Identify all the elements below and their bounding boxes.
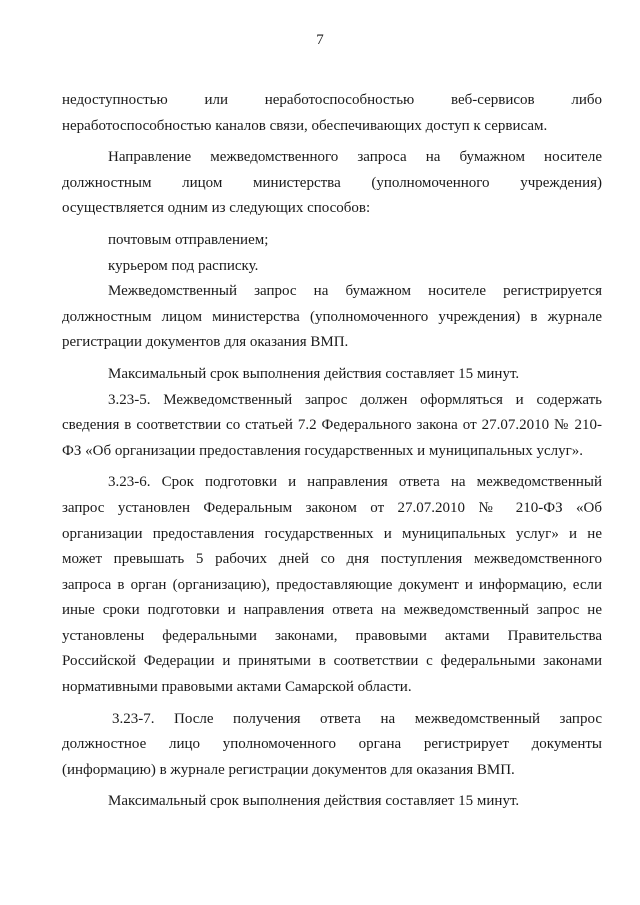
text-line: 3.23-5. Межведомственный запрос должен оформляться и содержать xyxy=(108,391,602,408)
text-line: Максимальный срок выполнения действия составляет 15 минут. xyxy=(108,365,520,382)
text-line: Российской Федерации и принятыми в соответствии с федеральными законами xyxy=(62,653,602,670)
text-line: 3.23-6. Срок подготовки и направления ответа на межведомственный xyxy=(108,474,602,491)
list-item: курьером под расписку. xyxy=(108,257,259,274)
text-line: запрос установлен Федеральным законом от 27.07.2010 № 210-ФЗ «Об xyxy=(62,499,602,516)
text-line: может превышать 5 рабочих дней со дня поступления межведомственного xyxy=(62,551,602,568)
text-line: ФЗ «Об организации предоставления государственных и муниципальных услуг». xyxy=(62,442,584,459)
text-line: запроса в орган (организацию), предоставляющие документ и информацию, если xyxy=(62,576,602,593)
text-line: сведения в соответствии со статьей 7.2 Федерального закона от 27.07.2010 № 210- xyxy=(62,417,602,434)
text-line: должностным лицом министерства (уполномоченного учреждения) xyxy=(62,174,602,191)
text-line: (информацию) в журнале регистрации документов для оказания ВМП. xyxy=(62,761,515,778)
text-line: Межведомственный запрос на бумажном носителе регистрируется xyxy=(108,283,602,300)
document-body xyxy=(62,88,602,815)
text-line: Максимальный срок выполнения действия составляет 15 минут. xyxy=(108,793,520,810)
text-line: организации предоставления государственных и муниципальных услуг» и не xyxy=(62,525,602,542)
text-line: нормативными правовыми актами Самарской области. xyxy=(62,679,412,696)
text-line: неработоспособностью каналов связи, обеспечивающих доступ к сервисам. xyxy=(62,117,548,134)
page-number: 7 xyxy=(316,32,324,48)
text-line: регистрации документов для оказания ВМП. xyxy=(62,334,349,351)
text-line: недоступностью или неработоспособностью веб-сервисов либо xyxy=(62,92,602,108)
text-line: осуществляется одним из следующих способов: xyxy=(62,200,371,217)
text-line: должностное лицо уполномоченного органа регистрирует документы xyxy=(62,736,602,753)
text-line: Направление межведомственного запроса на бумажном носителе xyxy=(108,149,602,166)
list-item: почтовым отправлением; xyxy=(108,231,269,248)
text-line: должностным лицом министерства (уполномоченного учреждения) в журнале xyxy=(62,308,602,325)
text-line: 3.23-7. После получения ответа на межведомственный запрос xyxy=(112,710,602,727)
text-line: иные сроки подготовки и направления ответа на межведомственный запрос не xyxy=(62,602,602,619)
text-line: установлены федеральными законами, правовыми актами Правительства xyxy=(62,627,602,644)
